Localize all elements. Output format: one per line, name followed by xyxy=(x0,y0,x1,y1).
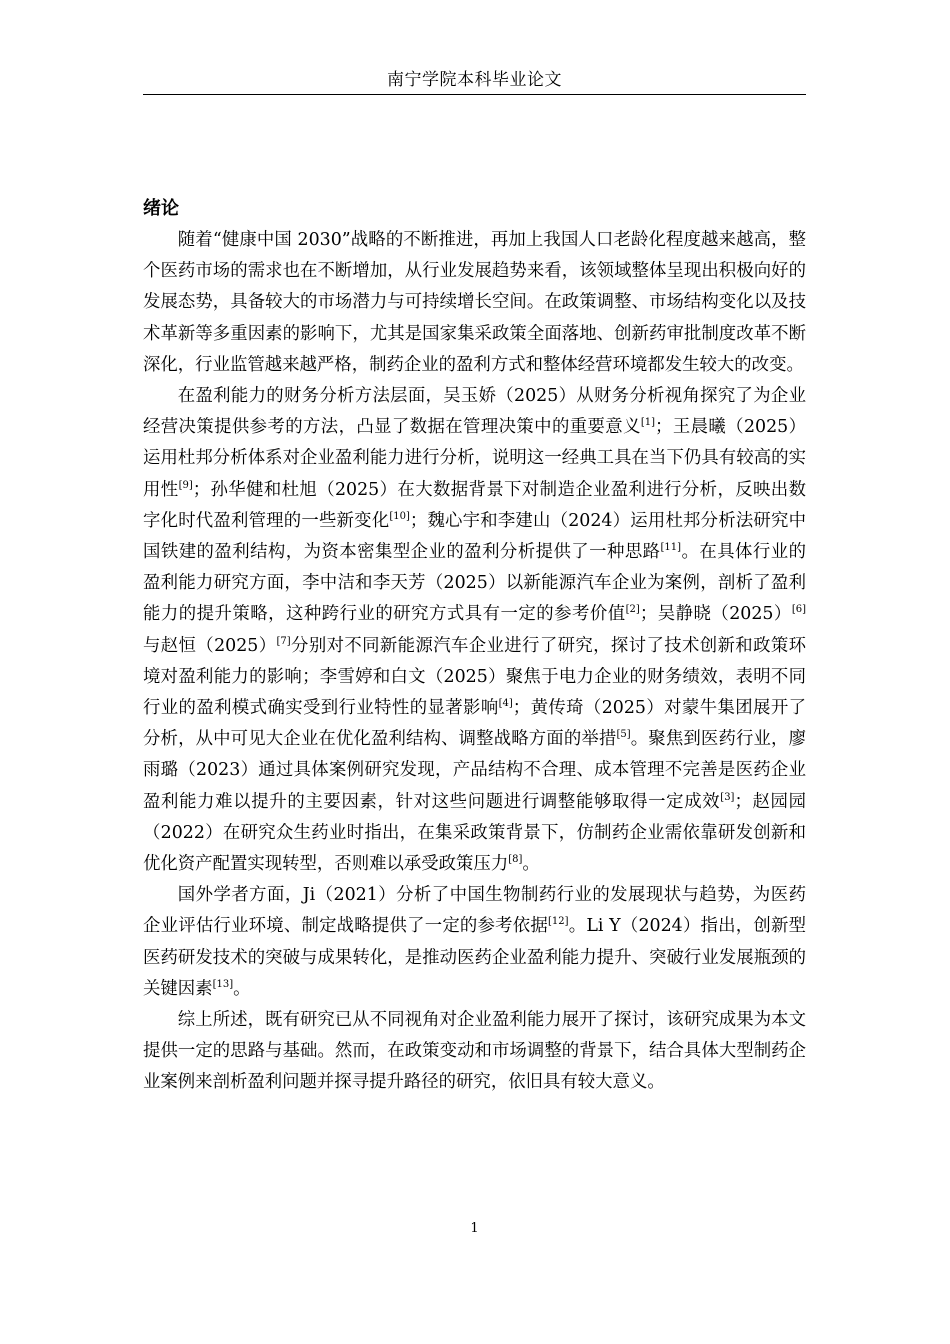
paragraph-2 xyxy=(143,381,806,880)
running-header: 南宁学院本科毕业论文 xyxy=(387,70,562,90)
citation-marker: [2] xyxy=(625,604,640,616)
section-heading: 绪论 xyxy=(143,198,179,219)
paragraph-text: ；黄传琦（2025）对蒙牛集团展开了分析，从中可见大企业在优化盈利结构、调整战略方面的举措 xyxy=(143,698,806,750)
paragraph-text: ；孙华健和杜旭（2025）在大数据背景下对制造企业盈利进行分析，反映出数字化时代盈利管理的一些新变化 xyxy=(143,479,806,531)
paragraph-text: ；吴静晓（2025） xyxy=(639,604,792,625)
citation-marker: [3] xyxy=(720,791,735,803)
paragraph-text: 与赵恒（2025） xyxy=(143,635,277,656)
citation-marker: [13] xyxy=(212,978,234,990)
paragraph-text: 国外学者方面，Ji（2021）分析了中国生物制药行业的发展现状与趋势，为医药企业评估行业环境、制定战略提供了一定的参考依据 xyxy=(143,885,806,937)
paragraph-text: 。 xyxy=(233,978,251,999)
header-rule xyxy=(143,94,806,95)
paragraph-text: ；王晨曦（2025）运用杜邦分析体系对企业盈利能力进行分析，说明这一经典工具在当下仍具有较高的实用性 xyxy=(143,417,806,500)
paragraph-text: 。聚焦到医药行业，廖雨璐（2023）通过具体案例研究发现，产品结构不合理、成本管理不完善是医药企业盈利能力难以提升的主要因素，针对这些问题进行调整能够取得一定成效 xyxy=(143,729,806,812)
page-body xyxy=(143,193,806,1099)
paragraph-text: ；赵园园（2022）在研究众生药业时指出，在集采政策背景下，仿制药企业需依靠研发创新和优化资产配置实现转型，否则难以承受政策压力 xyxy=(143,791,806,875)
paragraph-1 xyxy=(143,225,806,381)
citation-marker: [4] xyxy=(498,698,513,710)
page-number: 1 xyxy=(470,1221,479,1236)
paragraph-text: 分别对不同新能源汽车企业进行了研究，探讨了技术创新和政策环境对盈利能力的影响；李雪婷和白文（2025）聚焦于电力企业的财务绩效，表明不同行业的盈利模式确实受到行业特性的显著影响 xyxy=(143,635,806,719)
paragraph-text: 随着“健康中国 2030”战略的不断推进，再加上我国人口老龄化程度越来越高，整个医药市场的需求也在不断增加，从行业发展趋势来看，该领域整体呈现出积极向好的发展态势，具备较大的市场潜力与可持续增长空间。在政策调整、市场结构变化以及技术革新等多重因素的影响下，尤其是国家集采政策全面落地、创新药审批制度改革不断深化，行业监管越来越严格，制药企业的盈利方式和整体经营环境都发生较大的改变。 xyxy=(143,230,806,375)
citation-marker: [11] xyxy=(660,542,682,554)
citation-marker: [8] xyxy=(508,854,523,866)
citation-marker: [5] xyxy=(616,729,631,741)
paragraph-text: 。 xyxy=(522,854,540,875)
citation-marker: [9] xyxy=(178,479,193,491)
citation-marker: [7] xyxy=(276,635,291,647)
paragraph-text: 。在具体行业的盈利能力研究方面，李中洁和李天芳（2025）以新能源汽车企业为案例，剖析了盈利能力的提升策略，这种跨行业的研究方式具有一定的参考价值 xyxy=(143,542,806,625)
paragraph-text: 综上所述，既有研究已从不同视角对企业盈利能力展开了探讨，该研究成果为本文提供一定的思路与基础。然而，在政策变动和市场调整的背景下，结合具体大型制药企业案例来剖析盈利问题并探寻提升路径的研究，依旧具有较大意义。 xyxy=(143,1010,806,1093)
citation-marker: [1] xyxy=(640,417,656,429)
paragraph-text: 。Li Y（2024）指出，创新型医药研发技术的突破与成果转化，是推动医药企业盈利能力提升、突破行业发展瓶颈的关键因素 xyxy=(143,916,806,999)
paragraph-text: ；魏心宇和李建山（2024）运用杜邦分析法研究中国铁建的盈利结构，为资本密集型企业的盈利分析提供了一种思路 xyxy=(143,510,806,563)
citation-marker: [12] xyxy=(547,916,569,928)
citation-marker: [10] xyxy=(389,510,410,522)
paragraph-4 xyxy=(143,1005,806,1099)
paragraph-3 xyxy=(143,880,806,1005)
paragraph-text: 在盈利能力的财务分析方法层面，吴玉娇（2025）从财务分析视角探究了为企业经营决策提供参考的方法，凸显了数据在管理决策中的重要意义 xyxy=(143,386,806,438)
citation-marker: [6] xyxy=(791,604,806,616)
